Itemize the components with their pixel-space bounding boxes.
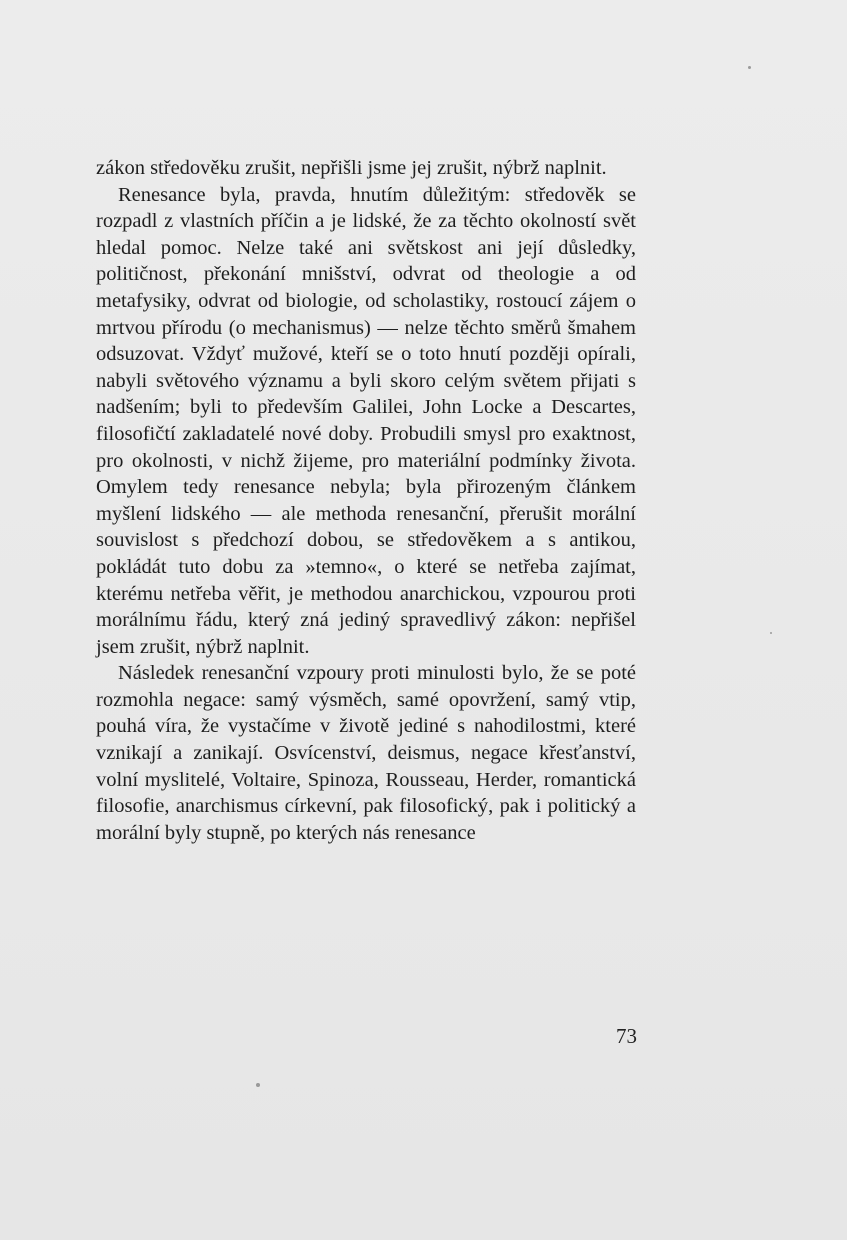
paragraph-2: Renesance byla, pravda, hnutím důležitým: středověk se rozpadl z vlastních příčin a je lidské, že za těchto okolností svět hledal pomoc. Nelze také ani světskost ani její důsledky, političnost, překonání mnišství, odvrat od theologie a od metafysiky, odvrat od biologie, od scholastiky, rostoucí zájem o mrtvou přírodu (o mechanismus) — nelze těchto směrů šmahem odsuzovat. Vždyť mužové, kteří se o toto hnutí později opírali, nabyli světového významu a byli skoro celým světem přijati s nadšením; byli to především Galilei, John Locke a Descartes, filosofičtí zakladatelé nové doby. Probudili smysl pro exaktnost, pro okolnosti, v nichž žijeme, pro materiální podmínky života. Omylem tedy renesance nebyla; byla přirozeným článkem myšlení lidského — ale methoda renesanční, přerušit morální souvislost s předchozí dobou, se středověkem a s antikou, pokládát tuto dobu za »temno«, o které se netřeba zajímat, kterému netřeba věřit, je methodou anarchickou, vzpourou proti morálnímu řádu, který zná jediný spravedlivý zákon: nepřišel jsem zrušit, nýbrž naplnit. — [96, 183, 636, 658]
scan-speck — [748, 66, 751, 69]
scan-speck — [770, 632, 772, 634]
scan-speck — [256, 1083, 260, 1087]
paragraph-1: zákon středověku zrušit, nepřišli jsme jej zrušit, nýbrž naplnit. — [96, 157, 607, 179]
page-number: 73 — [616, 1024, 637, 1048]
paragraph-3: Následek renesanční vzpoury proti minulosti bylo, že se poté rozmohla negace: samý výsměch, samé opovržení, samý vtip, pouhá víra, že vystačíme v životě jediné s nahodilostmi, které vznikají a zanikají. Osvícenství, deismus, negace křesťanství, volní myslitelé, Voltaire, Spinoza, Rousseau, Herder, romantická filosofie, anarchismus církevní, pak filosofický, pak i politický a morální byly stupně, po kterých nás renesance — [96, 662, 636, 844]
body-text — [96, 155, 636, 846]
